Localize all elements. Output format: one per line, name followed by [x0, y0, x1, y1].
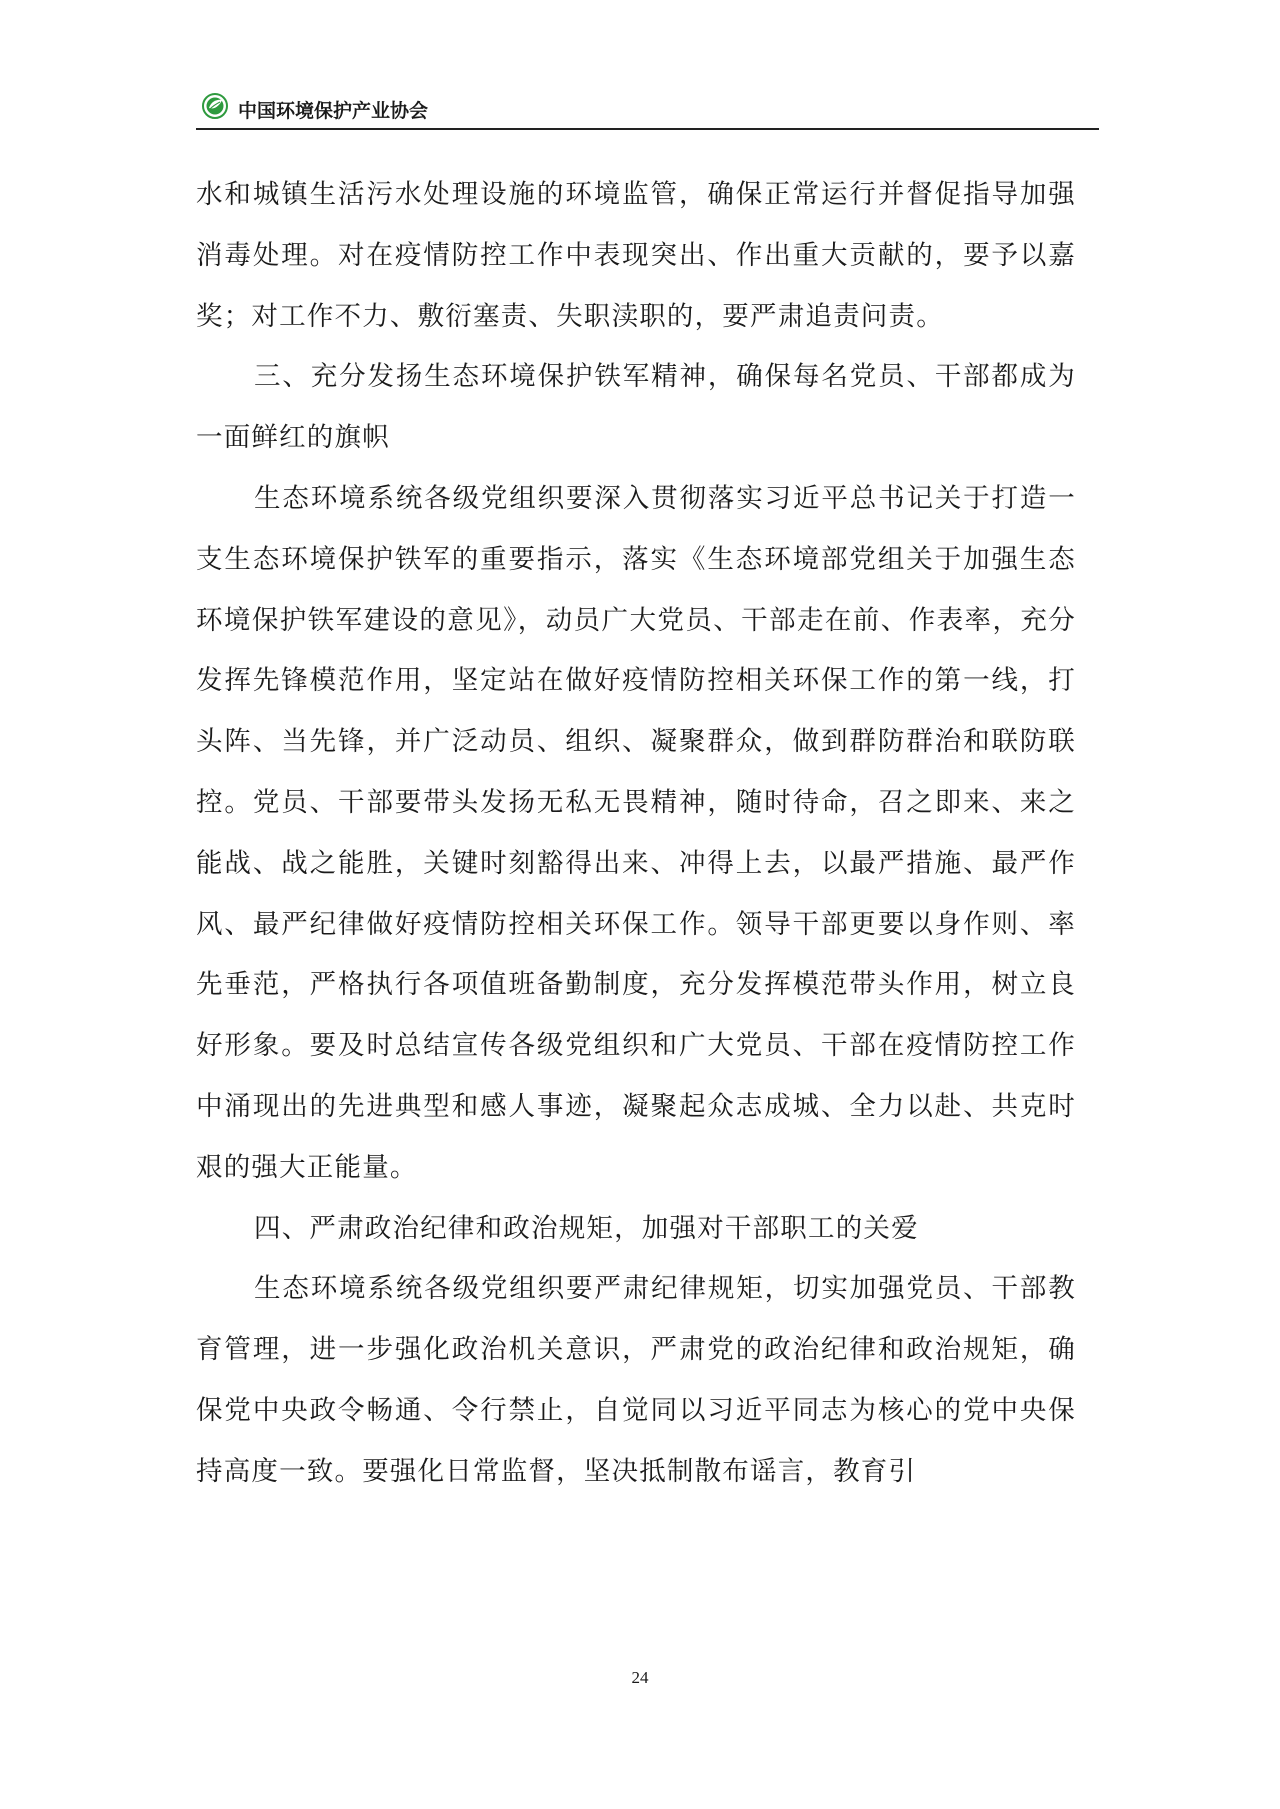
page-header [196, 88, 1099, 130]
section-heading-4: 四、严肃政治纪律和政治规矩，加强对干部职工的关爱 [254, 1212, 919, 1244]
leaf-globe-icon [202, 93, 228, 119]
section-heading-3: 三、充分发扬生态环境保护铁军精神，确保每名党员、干部都成为一面鲜红的旗帜 [196, 361, 1076, 454]
document-body [196, 165, 1076, 1503]
paragraph-section-4: 生态环境系统各级党组织要严肃纪律规矩，切实加强党员、干部教育管理，进一步强化政治机关意识，严肃党的政治纪律和政治规矩，确保党中央政令畅通、令行禁止，自觉同以习近平同志为核心的党中央保持高度一致。要强化日常监督，坚决抵制散布谣言，教育引 [196, 1273, 1076, 1487]
organization-name: 中国环境保护产业协会 [238, 100, 429, 122]
paragraph-continuation: 水和城镇生活污水处理设施的环境监管，确保正常运行并督促指导加强消毒处理。对在疫情防控工作中表现突出、作出重大贡献的，要予以嘉奖；对工作不力、敷衍塞责、失职渎职的，要严肃追责问责。 [196, 179, 1076, 332]
page-number: 24 [631, 1668, 649, 1687]
paragraph-section-3: 生态环境系统各级党组织要深入贯彻落实习近平总书记关于打造一支生态环境保护铁军的重要指示，落实《生态环境部党组关于加强生态环境保护铁军建设的意见》，动员广大党员、干部走在前、作表率，充分发挥先锋模范作用，坚定站在做好疫情防控相关环保工作的第一线，打头阵、当先锋，并广泛动员、组织、凝聚群众，做到群防群治和联防联控。党员、干部要带头发扬无私无畏精神，随时待命，召之即来、来之能战、战之能胜，关键时刻豁得出来、冲得上去，以最严措施、最严作风、最严纪律做好疫情防控相关环保工作。领导干部更要以身作则、率先垂范，严格执行各项值班备勤制度，充分发挥模范带头作用，树立良好形象。要及时总结宣传各级党组织和广大党员、干部在疫情防控工作中涌现出的先进典型和感人事迹，凝聚起众志成城、全力以赴、共克时艰的强大正能量。 [196, 482, 1076, 1183]
